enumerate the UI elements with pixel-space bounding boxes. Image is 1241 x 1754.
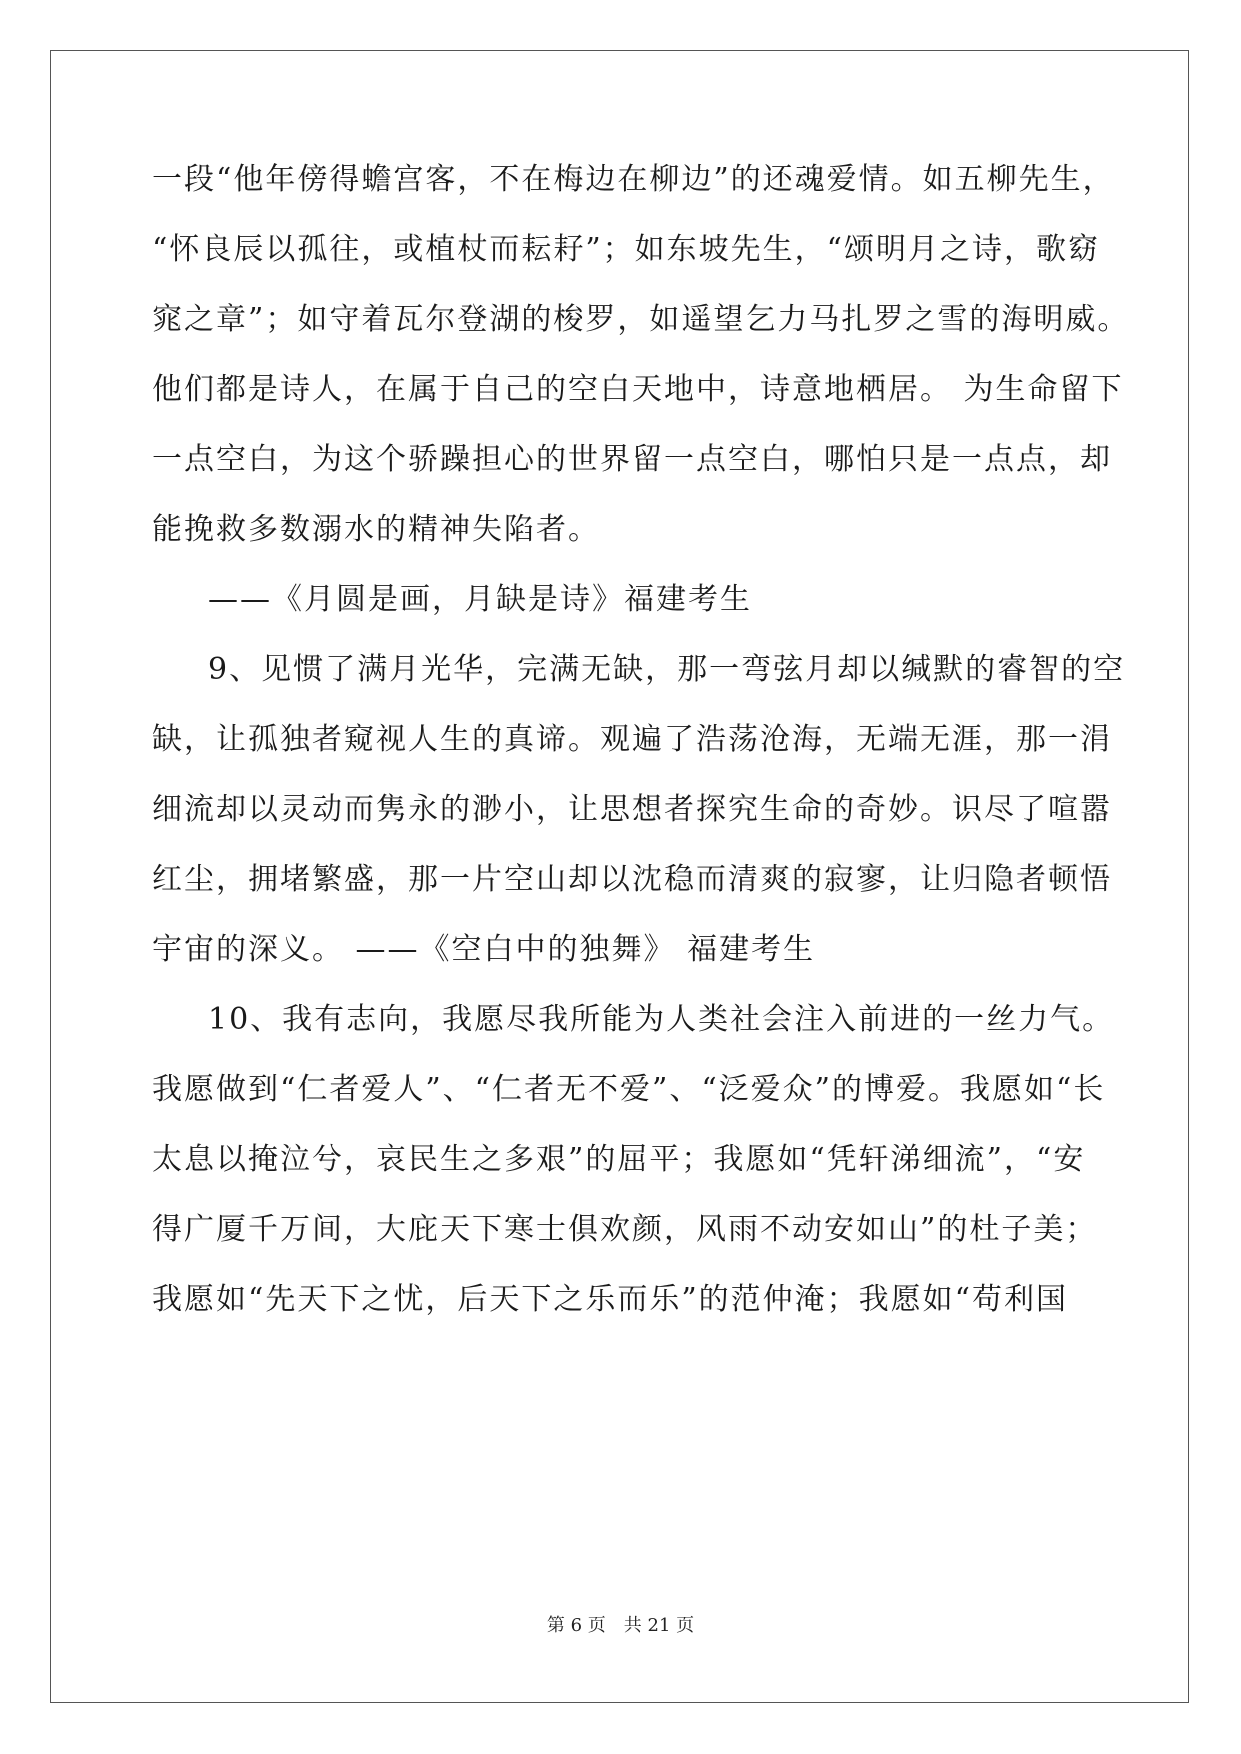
paragraph-9-start: 9、见惯了满月光华，完满无缺，那一弯弦月却以缄默的睿智的空 <box>208 652 1126 687</box>
text-line: 宇宙的深义。 ——《空白中的独舞》 福建考生 <box>152 932 816 967</box>
paragraph-10-start: 10、我有志向，我愿尽我所能为人类社会注入前进的一丝力气。 <box>208 1002 1115 1037</box>
text-line: 我愿做到“仁者爱人”、“仁者无不爱”、“泛爱众”的博爱。我愿如“长 <box>152 1072 1106 1107</box>
text-line: 细流却以灵动而隽永的渺小，让思想者探究生命的奇妙。识尽了喧嚣 <box>152 792 1112 827</box>
page-footer: 第 6 页 共 21 页 <box>546 1615 695 1636</box>
text-line: “怀良辰以孤往，或植杖而耘耔”；如东坡先生，“颂明月之诗，歌窈 <box>152 232 1101 267</box>
text-line: 得广厦千万间，大庇天下寒士俱欢颜，风雨不动安如山”的杜子美； <box>152 1212 1098 1247</box>
text-line: 我愿如“先天下之忧，后天下之乐而乐”的范仲淹；我愿如“苟利国 <box>152 1282 1069 1317</box>
text-line: 窕之章”；如守着瓦尔登湖的梭罗，如遥望乞力马扎罗之雪的海明威。 <box>152 302 1130 337</box>
text-line: 缺，让孤独者窥视人生的真谛。观遍了浩荡沧海，无端无涯，那一涓 <box>152 722 1112 757</box>
text-line: 能挽救多数溺水的精神失陷者。 <box>152 512 600 547</box>
text-line: 一点空白，为这个骄躁担心的世界留一点空白，哪怕只是一点点，却 <box>152 442 1112 477</box>
text-line: 太息以掩泣兮，哀民生之多艰”的屈平；我愿如“凭轩涕细流”，“安 <box>152 1142 1086 1177</box>
attribution-line: ——《月圆是画，月缺是诗》福建考生 <box>208 582 752 617</box>
text-line: 一段“他年傍得蟾宫客，不在梅边在柳边”的还魂爱情。如五柳先生， <box>152 162 1115 197</box>
text-line: 他们都是诗人，在属于自己的空白天地中，诗意地栖居。 为生命留下 <box>152 372 1124 407</box>
text-line: 红尘，拥堵繁盛，那一片空山却以沈稳而清爽的寂寥，让归隐者顿悟 <box>152 862 1112 897</box>
